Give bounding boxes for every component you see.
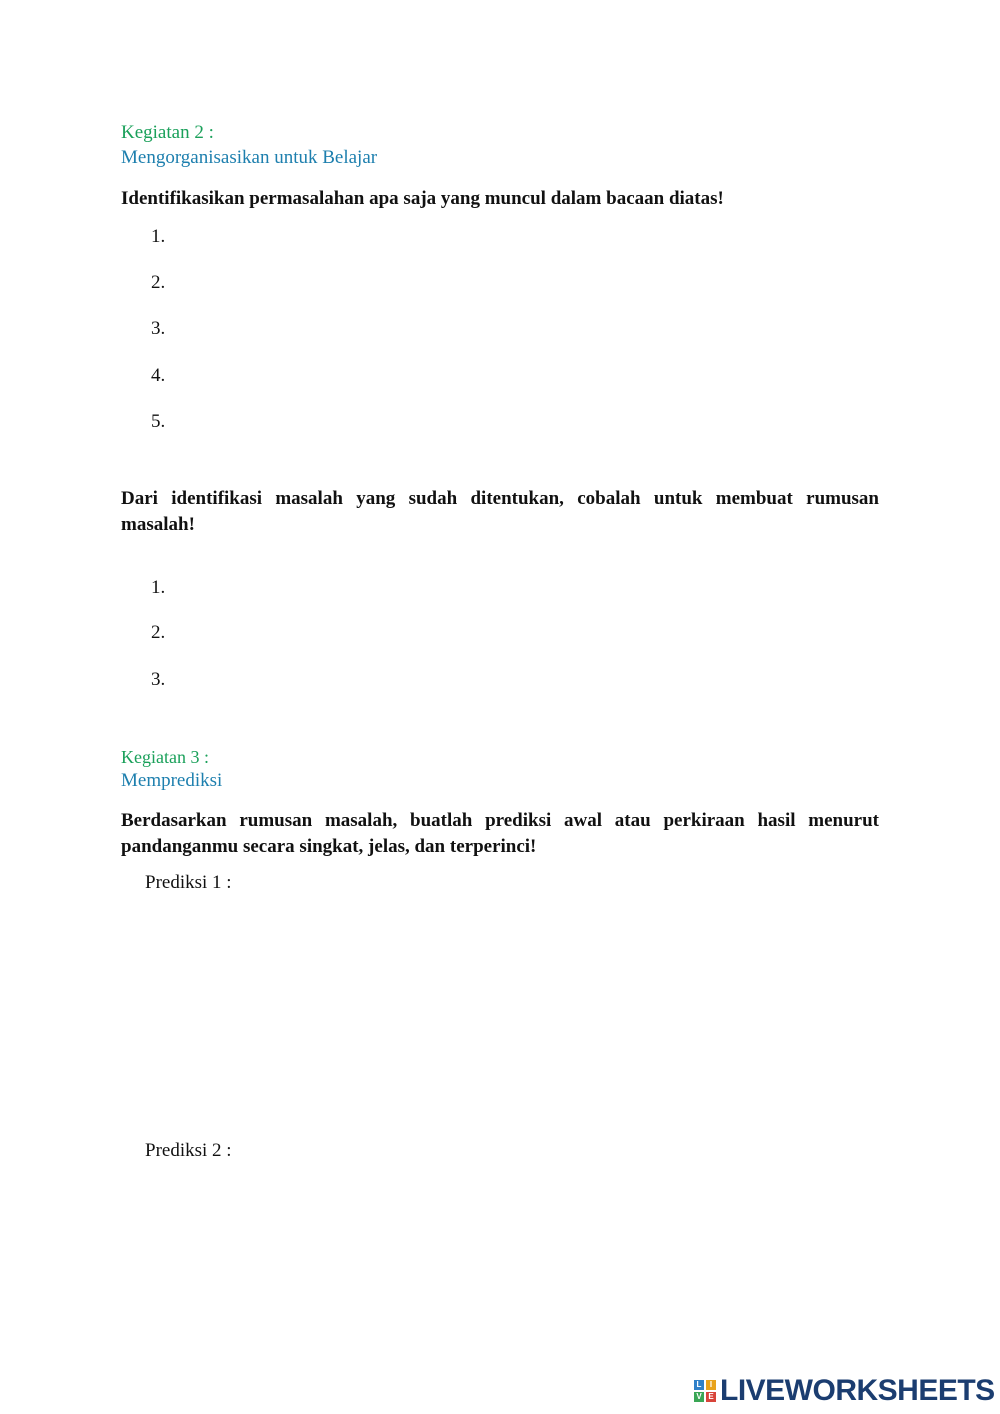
instruction-predict: Berdasarkan rumusan masalah, buatlah prediksi awal atau perkiraan hasil menurut pandanganmu secara singkat, jelas, dan terperinci! [121, 810, 879, 857]
logo-letter: V [694, 1392, 704, 1402]
logo-letter: E [706, 1392, 716, 1402]
prediksi-2-label: Prediksi 2 : [145, 1140, 232, 1161]
kegiatan-3-title: Memprediksi [121, 770, 223, 791]
problem-list-item: 2. [151, 272, 166, 293]
logo-letter: I [706, 1380, 716, 1390]
problem-list-item: 3. [151, 318, 166, 339]
prediksi-1-label: Prediksi 1 : [145, 872, 232, 893]
formulation-list-item: 2. [151, 622, 166, 643]
logo-text: LIVEWORKSHEETS [720, 1374, 995, 1407]
liveworksheets-logo-icon [694, 1380, 716, 1402]
problem-list-item: 5. [151, 411, 166, 432]
logo-letter: L [694, 1380, 704, 1390]
instruction-formulate-problem: Dari identifikasi masalah yang sudah ditentukan, cobalah untuk membuat rumusan masalah! [121, 488, 879, 535]
formulation-list-item: 1. [151, 577, 166, 598]
kegiatan-3-label: Kegiatan 3 : [121, 747, 209, 767]
kegiatan-2-title: Mengorganisasikan untuk Belajar [121, 147, 378, 168]
instruction-identify-problems: Identifikasikan permasalahan apa saja yang muncul dalam bacaan diatas! [121, 188, 724, 209]
liveworksheets-logo [694, 1374, 995, 1408]
problem-list-item: 1. [151, 226, 166, 247]
problem-list-item: 4. [151, 365, 166, 386]
formulation-list-item: 3. [151, 669, 166, 690]
kegiatan-2-label: Kegiatan 2 : [121, 122, 214, 143]
